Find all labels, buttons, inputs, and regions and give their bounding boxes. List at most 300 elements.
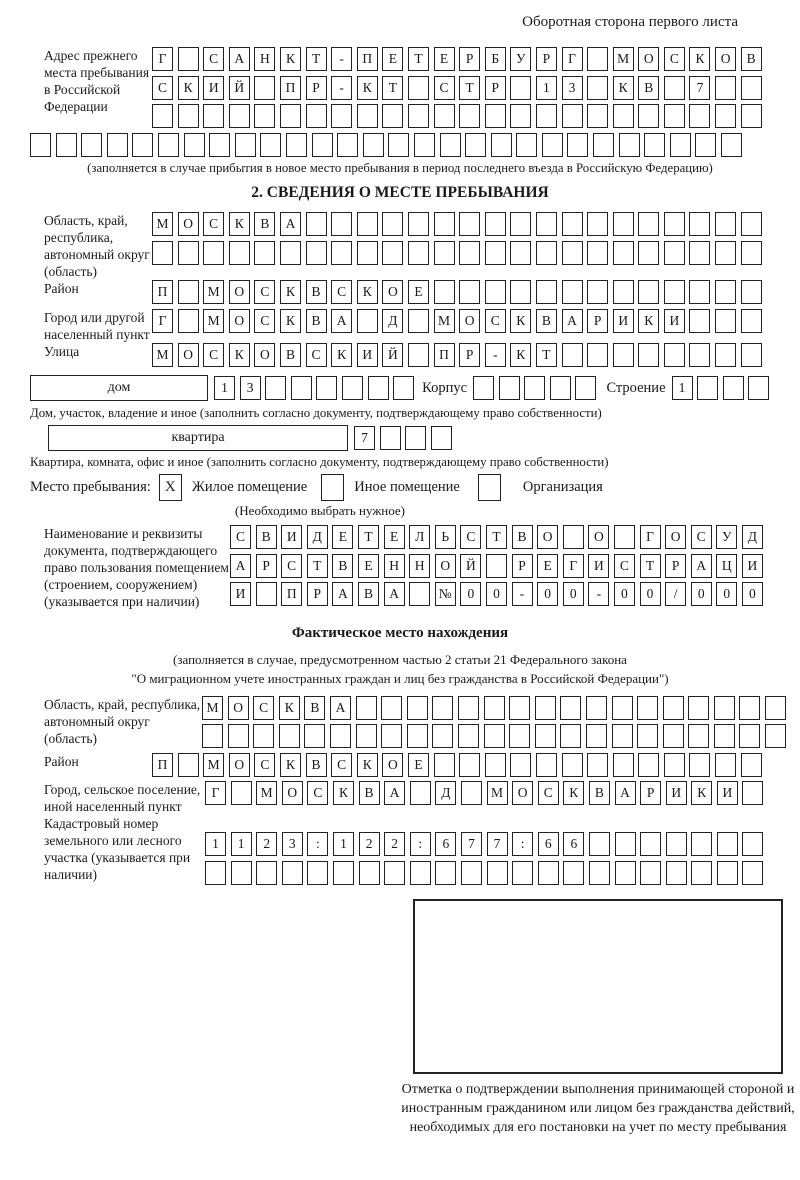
char-cell[interactable] xyxy=(723,376,744,400)
char-cell[interactable] xyxy=(382,212,403,236)
char-cell[interactable] xyxy=(510,241,531,265)
char-cell[interactable]: - xyxy=(588,582,609,606)
char-cell[interactable] xyxy=(509,724,530,748)
char-cell[interactable]: О xyxy=(178,212,199,236)
char-cell[interactable]: Е xyxy=(408,753,429,777)
char-cell[interactable] xyxy=(638,753,659,777)
char-cell[interactable] xyxy=(408,104,429,128)
char-cell[interactable]: С xyxy=(664,47,685,71)
char-cell[interactable]: С xyxy=(460,525,481,549)
char-cell[interactable]: Т xyxy=(486,525,507,549)
char-cell[interactable] xyxy=(550,376,571,400)
char-cell[interactable]: У xyxy=(716,525,737,549)
char-cell[interactable] xyxy=(178,309,199,333)
char-cell[interactable]: И xyxy=(666,781,687,805)
char-cell[interactable]: Г xyxy=(205,781,226,805)
char-cell[interactable] xyxy=(304,724,325,748)
char-cell[interactable] xyxy=(664,104,685,128)
char-cell[interactable] xyxy=(695,133,716,157)
char-cell[interactable] xyxy=(593,133,614,157)
char-cell[interactable] xyxy=(459,241,480,265)
char-cell[interactable]: А xyxy=(562,309,583,333)
char-cell[interactable] xyxy=(434,241,455,265)
char-cell[interactable] xyxy=(306,104,327,128)
char-cell[interactable]: 0 xyxy=(486,582,507,606)
char-cell[interactable]: К xyxy=(280,309,301,333)
char-cell[interactable] xyxy=(613,343,634,367)
char-cell[interactable] xyxy=(613,280,634,304)
char-cell[interactable] xyxy=(408,76,429,100)
char-cell[interactable]: Р xyxy=(256,554,277,578)
char-cell[interactable] xyxy=(587,212,608,236)
char-cell[interactable] xyxy=(405,426,426,450)
char-cell[interactable] xyxy=(254,76,275,100)
char-cell[interactable] xyxy=(638,280,659,304)
char-cell[interactable] xyxy=(178,104,199,128)
char-cell[interactable] xyxy=(132,133,153,157)
char-cell[interactable]: М xyxy=(202,696,223,720)
char-cell[interactable] xyxy=(613,212,634,236)
char-cell[interactable] xyxy=(715,104,736,128)
char-cell[interactable]: В xyxy=(741,47,762,71)
char-cell[interactable]: 0 xyxy=(691,582,712,606)
char-cell[interactable]: 1 xyxy=(214,376,235,400)
char-cell[interactable] xyxy=(742,861,763,885)
char-cell[interactable]: И xyxy=(717,781,738,805)
char-cell[interactable] xyxy=(689,309,710,333)
char-cell[interactable]: 6 xyxy=(538,832,559,856)
char-cell[interactable]: В xyxy=(638,76,659,100)
char-cell[interactable]: У xyxy=(510,47,531,71)
char-cell[interactable] xyxy=(253,724,274,748)
char-cell[interactable]: М xyxy=(203,309,224,333)
char-cell[interactable] xyxy=(715,309,736,333)
char-cell[interactable]: П xyxy=(152,280,173,304)
char-cell[interactable]: М xyxy=(434,309,455,333)
char-cell[interactable]: Р xyxy=(640,781,661,805)
char-cell[interactable]: В xyxy=(589,781,610,805)
char-cell[interactable]: И xyxy=(281,525,302,549)
char-cell[interactable]: 6 xyxy=(563,832,584,856)
char-cell[interactable]: В xyxy=(306,280,327,304)
char-cell[interactable]: С xyxy=(614,554,635,578)
house-type-box[interactable]: дом xyxy=(30,375,208,401)
char-cell[interactable]: Т xyxy=(536,343,557,367)
char-cell[interactable]: С xyxy=(152,76,173,100)
char-cell[interactable] xyxy=(670,133,691,157)
char-cell[interactable] xyxy=(516,133,537,157)
char-cell[interactable]: В xyxy=(304,696,325,720)
char-cell[interactable]: Й xyxy=(460,554,481,578)
char-cell[interactable]: 0 xyxy=(460,582,481,606)
char-cell[interactable]: К xyxy=(357,280,378,304)
char-cell[interactable] xyxy=(409,582,430,606)
char-cell[interactable]: В xyxy=(512,525,533,549)
char-cell[interactable] xyxy=(231,861,252,885)
char-cell[interactable] xyxy=(306,241,327,265)
char-cell[interactable] xyxy=(330,724,351,748)
char-cell[interactable] xyxy=(510,280,531,304)
char-cell[interactable]: О xyxy=(228,696,249,720)
char-cell[interactable] xyxy=(536,104,557,128)
char-cell[interactable]: К xyxy=(280,753,301,777)
char-cell[interactable] xyxy=(178,241,199,265)
char-cell[interactable]: А xyxy=(230,554,251,578)
char-cell[interactable] xyxy=(485,280,506,304)
char-cell[interactable] xyxy=(461,861,482,885)
char-cell[interactable] xyxy=(256,582,277,606)
char-cell[interactable] xyxy=(280,241,301,265)
char-cell[interactable]: И xyxy=(357,343,378,367)
char-cell[interactable] xyxy=(721,133,742,157)
char-cell[interactable]: 0 xyxy=(716,582,737,606)
char-cell[interactable]: 1 xyxy=(333,832,354,856)
char-cell[interactable] xyxy=(265,376,286,400)
char-cell[interactable] xyxy=(587,343,608,367)
char-cell[interactable] xyxy=(536,212,557,236)
char-cell[interactable]: С xyxy=(281,554,302,578)
char-cell[interactable]: П xyxy=(280,76,301,100)
char-cell[interactable] xyxy=(414,133,435,157)
char-cell[interactable] xyxy=(717,861,738,885)
char-cell[interactable]: Л xyxy=(409,525,430,549)
char-cell[interactable] xyxy=(536,241,557,265)
char-cell[interactable] xyxy=(486,554,507,578)
char-cell[interactable] xyxy=(587,753,608,777)
char-cell[interactable]: М xyxy=(487,781,508,805)
char-cell[interactable]: С xyxy=(434,76,455,100)
stamp-box[interactable] xyxy=(413,899,783,1074)
char-cell[interactable]: Т xyxy=(307,554,328,578)
char-cell[interactable] xyxy=(741,212,762,236)
char-cell[interactable]: В xyxy=(306,753,327,777)
char-cell[interactable]: К xyxy=(689,47,710,71)
char-cell[interactable] xyxy=(615,861,636,885)
char-cell[interactable] xyxy=(664,76,685,100)
char-cell[interactable] xyxy=(613,104,634,128)
char-cell[interactable] xyxy=(562,241,583,265)
char-cell[interactable]: Ц xyxy=(716,554,737,578)
char-cell[interactable]: Р xyxy=(587,309,608,333)
char-cell[interactable] xyxy=(380,426,401,450)
char-cell[interactable] xyxy=(715,343,736,367)
char-cell[interactable] xyxy=(587,280,608,304)
char-cell[interactable]: И xyxy=(203,76,224,100)
char-cell[interactable]: К xyxy=(229,343,250,367)
char-cell[interactable]: О xyxy=(588,525,609,549)
char-cell[interactable]: 6 xyxy=(435,832,456,856)
char-cell[interactable]: К xyxy=(279,696,300,720)
char-cell[interactable]: № xyxy=(435,582,456,606)
char-cell[interactable]: А xyxy=(330,696,351,720)
char-cell[interactable]: О xyxy=(229,309,250,333)
char-cell[interactable]: А xyxy=(332,582,353,606)
char-cell[interactable]: В xyxy=(536,309,557,333)
char-cell[interactable] xyxy=(638,212,659,236)
char-cell[interactable]: О xyxy=(512,781,533,805)
char-cell[interactable] xyxy=(202,724,223,748)
char-cell[interactable] xyxy=(357,241,378,265)
char-cell[interactable] xyxy=(560,696,581,720)
char-cell[interactable] xyxy=(382,241,403,265)
char-cell[interactable] xyxy=(562,343,583,367)
char-cell[interactable] xyxy=(491,133,512,157)
char-cell[interactable] xyxy=(741,343,762,367)
char-cell[interactable] xyxy=(184,133,205,157)
char-cell[interactable] xyxy=(306,212,327,236)
char-cell[interactable] xyxy=(638,104,659,128)
char-cell[interactable]: К xyxy=(510,343,531,367)
char-cell[interactable]: 3 xyxy=(282,832,303,856)
char-cell[interactable] xyxy=(567,133,588,157)
char-cell[interactable]: К xyxy=(357,76,378,100)
char-cell[interactable]: 2 xyxy=(384,832,405,856)
char-cell[interactable]: Г xyxy=(640,525,661,549)
char-cell[interactable] xyxy=(485,212,506,236)
char-cell[interactable]: - xyxy=(331,47,352,71)
char-cell[interactable]: Р xyxy=(307,582,328,606)
char-cell[interactable] xyxy=(461,781,482,805)
char-cell[interactable] xyxy=(562,280,583,304)
char-cell[interactable]: С xyxy=(254,753,275,777)
char-cell[interactable] xyxy=(229,104,250,128)
char-cell[interactable] xyxy=(644,133,665,157)
char-cell[interactable] xyxy=(152,241,173,265)
char-cell[interactable] xyxy=(666,832,687,856)
char-cell[interactable] xyxy=(587,76,608,100)
char-cell[interactable]: А xyxy=(691,554,712,578)
char-cell[interactable]: С xyxy=(203,212,224,236)
char-cell[interactable] xyxy=(664,280,685,304)
char-cell[interactable]: К xyxy=(563,781,584,805)
char-cell[interactable] xyxy=(640,832,661,856)
char-cell[interactable]: 1 xyxy=(231,832,252,856)
char-cell[interactable] xyxy=(499,376,520,400)
char-cell[interactable]: - xyxy=(485,343,506,367)
char-cell[interactable] xyxy=(408,309,429,333)
char-cell[interactable] xyxy=(458,696,479,720)
char-cell[interactable] xyxy=(484,724,505,748)
char-cell[interactable] xyxy=(510,753,531,777)
char-cell[interactable] xyxy=(741,753,762,777)
char-cell[interactable]: И xyxy=(742,554,763,578)
char-cell[interactable] xyxy=(407,724,428,748)
char-cell[interactable] xyxy=(384,861,405,885)
char-cell[interactable] xyxy=(664,212,685,236)
char-cell[interactable]: Й xyxy=(382,343,403,367)
char-cell[interactable] xyxy=(615,832,636,856)
char-cell[interactable] xyxy=(254,104,275,128)
char-cell[interactable] xyxy=(178,280,199,304)
char-cell[interactable] xyxy=(742,832,763,856)
char-cell[interactable] xyxy=(485,104,506,128)
char-cell[interactable] xyxy=(357,212,378,236)
char-cell[interactable]: - xyxy=(512,582,533,606)
char-cell[interactable]: М xyxy=(203,753,224,777)
char-cell[interactable]: С xyxy=(691,525,712,549)
char-cell[interactable]: Е xyxy=(332,525,353,549)
char-cell[interactable]: А xyxy=(280,212,301,236)
char-cell[interactable] xyxy=(535,724,556,748)
char-cell[interactable]: Б xyxy=(485,47,506,71)
char-cell[interactable]: А xyxy=(615,781,636,805)
char-cell[interactable]: В xyxy=(359,781,380,805)
char-cell[interactable] xyxy=(663,724,684,748)
char-cell[interactable] xyxy=(563,525,584,549)
char-cell[interactable]: Р xyxy=(306,76,327,100)
char-cell[interactable] xyxy=(689,753,710,777)
char-cell[interactable]: О xyxy=(638,47,659,71)
char-cell[interactable] xyxy=(459,212,480,236)
char-cell[interactable]: 3 xyxy=(562,76,583,100)
char-cell[interactable] xyxy=(459,753,480,777)
char-cell[interactable]: Д xyxy=(435,781,456,805)
char-cell[interactable] xyxy=(697,376,718,400)
char-cell[interactable] xyxy=(748,376,769,400)
char-cell[interactable]: 0 xyxy=(742,582,763,606)
char-cell[interactable] xyxy=(203,104,224,128)
char-cell[interactable] xyxy=(741,76,762,100)
char-cell[interactable] xyxy=(231,781,252,805)
char-cell[interactable] xyxy=(487,861,508,885)
char-cell[interactable]: Й xyxy=(229,76,250,100)
char-cell[interactable] xyxy=(381,696,402,720)
char-cell[interactable]: В xyxy=(256,525,277,549)
char-cell[interactable]: В xyxy=(306,309,327,333)
char-cell[interactable] xyxy=(612,724,633,748)
char-cell[interactable]: : xyxy=(410,832,431,856)
char-cell[interactable] xyxy=(484,696,505,720)
char-cell[interactable] xyxy=(431,426,452,450)
char-cell[interactable]: С xyxy=(331,753,352,777)
char-cell[interactable]: Р xyxy=(459,47,480,71)
char-cell[interactable] xyxy=(359,861,380,885)
char-cell[interactable]: А xyxy=(229,47,250,71)
char-cell[interactable]: В xyxy=(358,582,379,606)
char-cell[interactable]: М xyxy=(203,280,224,304)
char-cell[interactable] xyxy=(279,724,300,748)
char-cell[interactable]: С xyxy=(306,343,327,367)
char-cell[interactable] xyxy=(440,133,461,157)
char-cell[interactable] xyxy=(331,241,352,265)
char-cell[interactable] xyxy=(410,861,431,885)
char-cell[interactable]: Ь xyxy=(435,525,456,549)
char-cell[interactable] xyxy=(408,343,429,367)
char-cell[interactable]: О xyxy=(282,781,303,805)
char-cell[interactable] xyxy=(312,133,333,157)
char-cell[interactable] xyxy=(741,280,762,304)
char-cell[interactable] xyxy=(575,376,596,400)
char-cell[interactable] xyxy=(205,861,226,885)
char-cell[interactable] xyxy=(715,76,736,100)
char-cell[interactable] xyxy=(410,781,431,805)
char-cell[interactable] xyxy=(368,376,389,400)
char-cell[interactable] xyxy=(563,861,584,885)
char-cell[interactable]: Р xyxy=(512,554,533,578)
char-cell[interactable]: О xyxy=(459,309,480,333)
char-cell[interactable] xyxy=(535,696,556,720)
checkbox-organization[interactable] xyxy=(478,474,501,501)
char-cell[interactable] xyxy=(562,104,583,128)
char-cell[interactable] xyxy=(512,861,533,885)
char-cell[interactable] xyxy=(638,241,659,265)
char-cell[interactable]: Г xyxy=(563,554,584,578)
char-cell[interactable]: С xyxy=(254,309,275,333)
char-cell[interactable] xyxy=(741,104,762,128)
char-cell[interactable]: Т xyxy=(358,525,379,549)
char-cell[interactable] xyxy=(203,241,224,265)
char-cell[interactable]: Т xyxy=(382,76,403,100)
char-cell[interactable] xyxy=(689,343,710,367)
char-cell[interactable]: В xyxy=(280,343,301,367)
char-cell[interactable]: В xyxy=(254,212,275,236)
char-cell[interactable]: С xyxy=(253,696,274,720)
char-cell[interactable]: 7 xyxy=(487,832,508,856)
char-cell[interactable] xyxy=(510,76,531,100)
apartment-type-box[interactable]: квартира xyxy=(48,425,348,451)
char-cell[interactable] xyxy=(510,212,531,236)
char-cell[interactable]: Е xyxy=(384,525,405,549)
char-cell[interactable]: П xyxy=(357,47,378,71)
char-cell[interactable] xyxy=(691,832,712,856)
char-cell[interactable] xyxy=(209,133,230,157)
char-cell[interactable]: Т xyxy=(306,47,327,71)
char-cell[interactable] xyxy=(664,753,685,777)
char-cell[interactable]: О xyxy=(382,753,403,777)
char-cell[interactable] xyxy=(689,104,710,128)
char-cell[interactable] xyxy=(742,781,763,805)
char-cell[interactable] xyxy=(357,104,378,128)
char-cell[interactable] xyxy=(765,724,786,748)
char-cell[interactable] xyxy=(510,104,531,128)
char-cell[interactable] xyxy=(333,861,354,885)
char-cell[interactable]: 7 xyxy=(354,426,375,450)
char-cell[interactable] xyxy=(714,724,735,748)
char-cell[interactable]: Е xyxy=(382,47,403,71)
char-cell[interactable] xyxy=(689,280,710,304)
char-cell[interactable]: К xyxy=(280,280,301,304)
char-cell[interactable] xyxy=(432,724,453,748)
char-cell[interactable] xyxy=(640,861,661,885)
char-cell[interactable] xyxy=(587,104,608,128)
char-cell[interactable]: Г xyxy=(152,309,173,333)
char-cell[interactable]: П xyxy=(152,753,173,777)
char-cell[interactable]: Г xyxy=(152,47,173,71)
char-cell[interactable] xyxy=(691,861,712,885)
char-cell[interactable] xyxy=(739,696,760,720)
char-cell[interactable] xyxy=(485,753,506,777)
char-cell[interactable] xyxy=(357,309,378,333)
char-cell[interactable] xyxy=(178,753,199,777)
char-cell[interactable]: К xyxy=(333,781,354,805)
char-cell[interactable]: М xyxy=(256,781,277,805)
char-cell[interactable]: Т xyxy=(459,76,480,100)
char-cell[interactable]: Т xyxy=(640,554,661,578)
char-cell[interactable] xyxy=(432,696,453,720)
char-cell[interactable]: 1 xyxy=(672,376,693,400)
char-cell[interactable] xyxy=(613,753,634,777)
char-cell[interactable]: К xyxy=(178,76,199,100)
char-cell[interactable] xyxy=(715,241,736,265)
char-cell[interactable]: С xyxy=(203,343,224,367)
char-cell[interactable] xyxy=(434,212,455,236)
char-cell[interactable] xyxy=(589,861,610,885)
char-cell[interactable]: 0 xyxy=(614,582,635,606)
char-cell[interactable] xyxy=(664,241,685,265)
char-cell[interactable] xyxy=(435,861,456,885)
char-cell[interactable]: 1 xyxy=(536,76,557,100)
char-cell[interactable] xyxy=(393,376,414,400)
